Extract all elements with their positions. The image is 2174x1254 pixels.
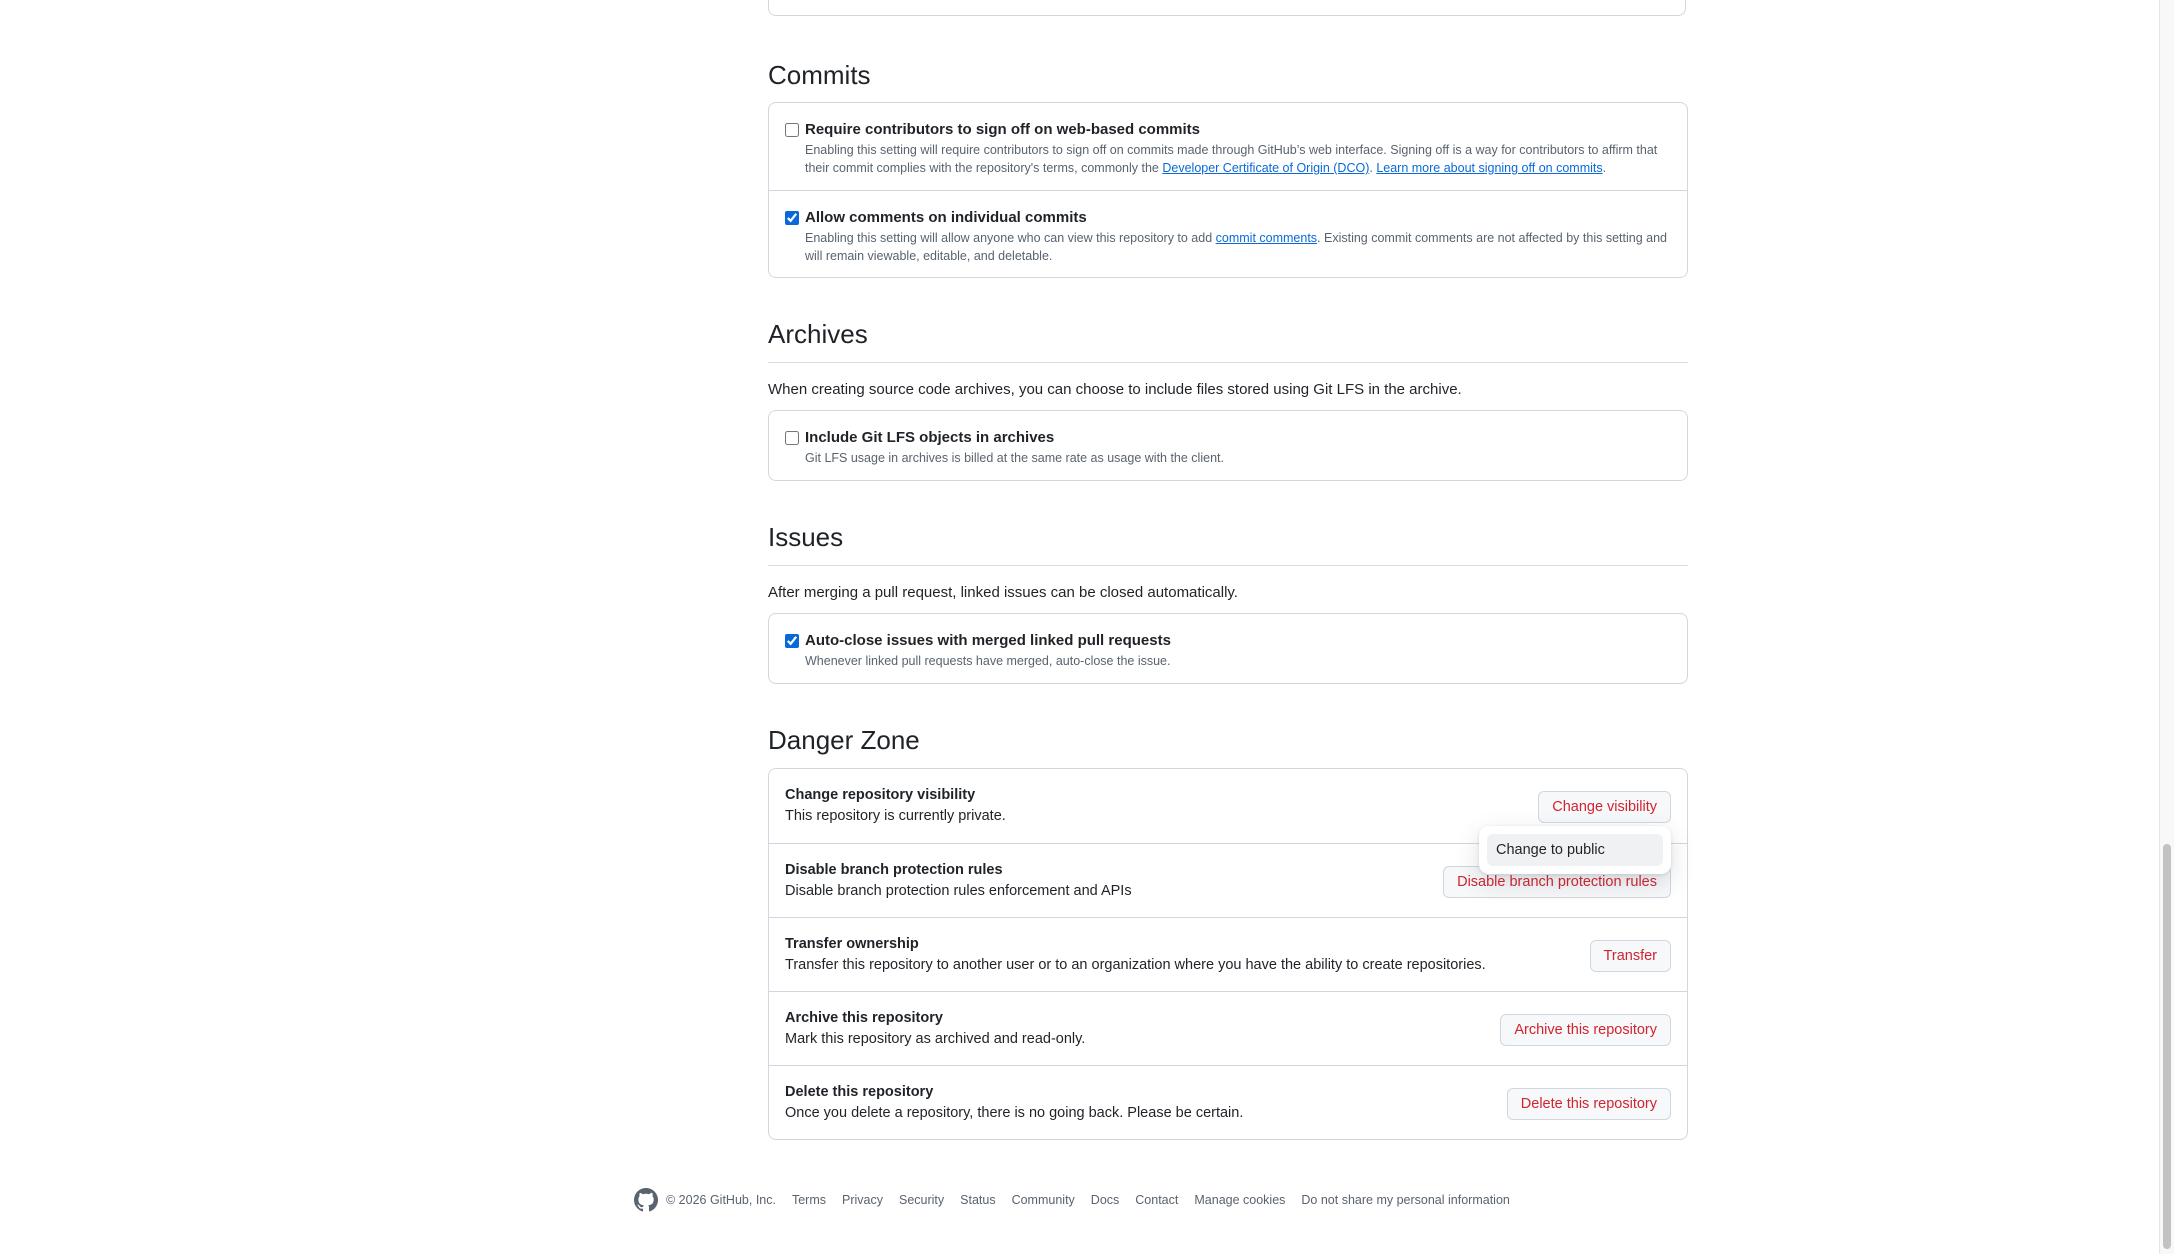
footer-link-community[interactable]: Community — [1011, 1193, 1075, 1207]
lfs-archives-checkbox[interactable] — [785, 431, 799, 445]
visibility-description: This repository is currently private. — [785, 808, 1006, 824]
footer-link-manage-cookies[interactable]: Manage cookies — [1194, 1193, 1286, 1207]
commits-box — [768, 102, 1688, 278]
commits-option-signoff — [769, 103, 1687, 190]
delete-repository-button[interactable]: Delete this repository — [1507, 1088, 1671, 1120]
commit-comments-desc-text: Enabling this setting will allow anyone who can view this repository to add — [805, 231, 1216, 245]
archives-option-lfs — [769, 411, 1687, 480]
lfs-archives-title: Include Git LFS objects in archives — [805, 429, 1055, 446]
visibility-title: Change repository visibility — [785, 787, 976, 803]
signoff-checkbox[interactable] — [785, 123, 799, 137]
danger-row-delete — [769, 1065, 1687, 1139]
footer-link-privacy[interactable]: Privacy — [842, 1193, 883, 1207]
signoff-desc-text: Enabling this setting will require contributors to sign off on commits made through GitHub’s web interface. Signing off is a way for contributors to affirm that their commit complies with the repository's terms, commonly the — [805, 143, 1658, 175]
archives-divider — [768, 362, 1688, 363]
footer-link-contact[interactable]: Contact — [1135, 1193, 1179, 1207]
auto-close-checkbox[interactable] — [785, 634, 799, 648]
commit-comments-link[interactable]: commit comments — [1215, 231, 1318, 245]
visibility-menu — [1479, 826, 1671, 874]
danger-row-archive — [769, 991, 1687, 1065]
commit-comments-desc-end: . Existing commit comments are not affected by this setting and will remain viewable, editable, and deletable. — [805, 231, 1667, 263]
signoff-desc-sep: . — [1369, 161, 1377, 175]
issues-divider — [768, 565, 1688, 566]
footer-link-do-not-share[interactable]: Do not share my personal information — [1301, 1193, 1510, 1207]
lfs-archives-description: Git LFS usage in archives is billed at the same rate as usage with the client. — [805, 451, 1224, 465]
danger-row-transfer — [769, 917, 1687, 991]
dco-link[interactable]: Developer Certificate of Origin (DCO) — [1162, 161, 1370, 175]
signoff-title: Require contributors to sign off on web-based commits — [805, 121, 1201, 138]
github-mark-icon[interactable] — [634, 1188, 658, 1212]
issues-option-autoclose — [769, 614, 1687, 683]
commit-comments-checkbox[interactable] — [785, 211, 799, 225]
archive-title: Archive this repository — [785, 1010, 943, 1026]
previous-settings-box — [768, 0, 1686, 16]
commits-heading: Commits — [768, 60, 871, 90]
archives-box — [768, 410, 1688, 481]
change-to-public-menu-item[interactable]: Change to public — [1487, 834, 1663, 866]
archive-description: Mark this repository as archived and read-only. — [785, 1031, 1086, 1047]
scrollbar-thumb[interactable] — [2163, 844, 2171, 1249]
danger-zone-box — [768, 768, 1688, 1140]
footer-link-security[interactable]: Security — [898, 1193, 945, 1207]
danger-zone-heading: Danger Zone — [768, 725, 920, 755]
issues-heading: Issues — [768, 522, 844, 552]
commit-comments-title: Allow comments on individual commits — [805, 209, 1087, 226]
archive-repository-button[interactable]: Archive this repository — [1500, 1014, 1671, 1046]
issues-box — [768, 613, 1688, 684]
footer-link-status[interactable]: Status — [960, 1193, 996, 1207]
branch-protection-title: Disable branch protection rules — [785, 862, 1003, 878]
page-scrollbar[interactable] — [2159, 0, 2174, 1254]
auto-close-title: Auto-close issues with merged linked pull requests — [805, 632, 1171, 649]
transfer-button[interactable]: Transfer — [1590, 940, 1671, 972]
transfer-title: Transfer ownership — [785, 936, 919, 952]
issues-description: After merging a pull request, linked issues can be closed automatically. — [768, 584, 1238, 601]
footer — [634, 1188, 1526, 1212]
footer-link-terms[interactable]: Terms — [791, 1193, 826, 1207]
commits-option-comments — [769, 190, 1687, 278]
auto-close-description: Whenever linked pull requests have merged, auto-close the issue. — [805, 654, 1171, 668]
archives-heading: Archives — [768, 319, 868, 349]
delete-title: Delete this repository — [785, 1084, 934, 1100]
footer-link-docs[interactable]: Docs — [1090, 1193, 1120, 1207]
transfer-description: Transfer this repository to another user or to an organization where you have the ability to create repositories. — [785, 957, 1486, 973]
footer-copyright: © 2026 GitHub, Inc. — [666, 1193, 776, 1207]
branch-protection-description: Disable branch protection rules enforcement and APIs — [785, 883, 1132, 899]
delete-description: Once you delete a repository, there is no going back. Please be certain. — [785, 1105, 1244, 1121]
signoff-description — [805, 141, 1669, 177]
archives-description: When creating source code archives, you can choose to include files stored using Git LFS in the archive. — [768, 381, 1462, 398]
change-visibility-button[interactable]: Change visibility — [1538, 791, 1671, 823]
disable-branch-protection-button[interactable]: Disable branch protection rules — [1443, 866, 1671, 898]
signoff-learn-more-link[interactable]: Learn more about signing off on commits — [1376, 161, 1603, 175]
signoff-desc-end: . — [1602, 161, 1607, 175]
commit-comments-description — [805, 229, 1669, 265]
